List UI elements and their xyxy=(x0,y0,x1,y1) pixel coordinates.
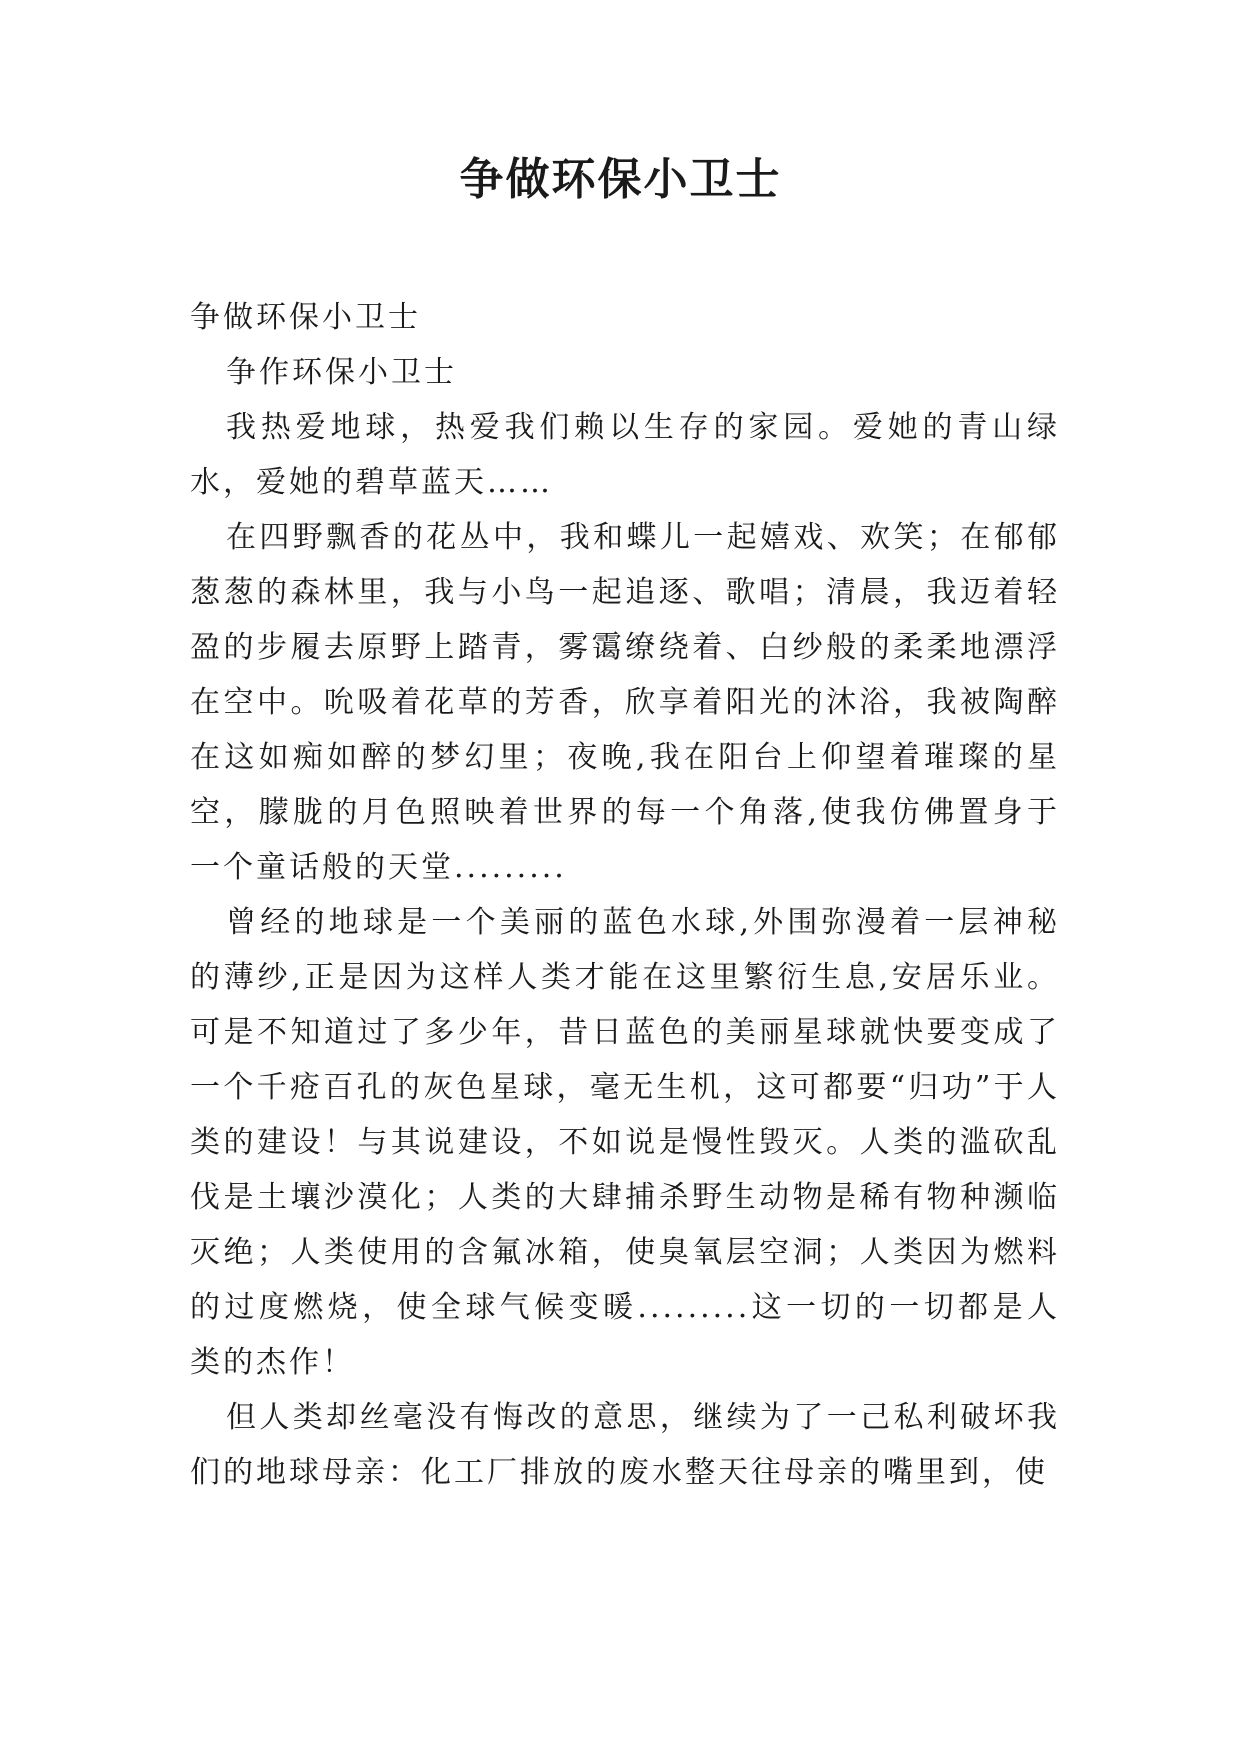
paragraph-3: 我热爱地球，热爱我们赖以生存的家园。爱她的青山绿水，爱她的碧草蓝天…… xyxy=(190,410,1060,500)
paragraph-4: 在四野飘香的花丛中，我和蝶儿一起嬉戏、欢笑；在郁郁葱葱的森林里，我与小鸟一起追逐、歌唱；清晨，我迈着轻盈的步履去原野上踏青，雾霭缭绕着、白纱般的柔柔地漂浮在空中。吮吸着花草的芳香，欣享着阳光的沐浴，我被陶醉在这如痴如醉的梦幻里；夜晚,我在阳台上仰望着璀璨的星空，朦胧的月色照映着世界的每一个角落,使我仿佛置身于一个童话般的天堂......... xyxy=(190,520,1060,885)
paragraph-2: 争作环保小卫士 xyxy=(226,355,457,390)
document-title: 争做环保小卫士 xyxy=(459,154,782,205)
paragraph-1: 争做环保小卫士 xyxy=(190,300,421,335)
document-body xyxy=(190,290,1060,1500)
paragraph-6: 但人类却丝毫没有悔改的意思，继续为了一己私利破坏我们的地球母亲：化工厂排放的废水整天往母亲的嘴里到，使 xyxy=(190,1400,1060,1490)
paragraph-5: 曾经的地球是一个美丽的蓝色水球,外围弥漫着一层神秘的薄纱,正是因为这样人类才能在这里繁衍生息,安居乐业。可是不知道过了多少年，昔日蓝色的美丽星球就快要变成了一个千疮百孔的灰色星球，毫无生机，这可都要“归功”于人类的建设！与其说建设，不如说是慢性毁灭。人类的滥砍乱伐是土壤沙漠化；人类的大肆捕杀野生动物是稀有物种濒临灭绝；人类使用的含氟冰箱，使臭氧层空洞；人类因为燃料的过度燃烧，使全球气候变暖.........这一切的一切都是人类的杰作！ xyxy=(190,905,1060,1380)
